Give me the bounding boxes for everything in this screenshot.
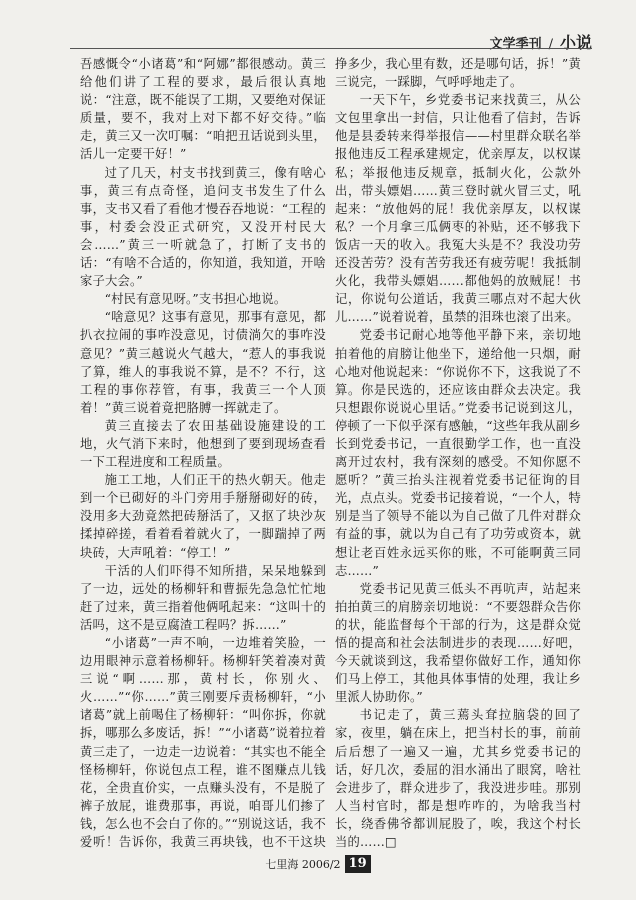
paragraph: 一天下午，乡党委书记来找黄三，从公文包里拿出一封信，只让他看了信封，告诉他是县委转来得举报信——村里群众联名举报他违反工程承建规定，优亲厚友，以权谋私；举报他违反规章，抵制火化，公款外出，带头嫖娼……黄三登时就火冒三丈，吼起来：“放他妈的屁！我优亲厚友，以权谋私？一个月拿三瓜俩枣的补贴，还不够我下饭店一天的收入。我冤大头是不？我没功劳还没苦劳？没有苦劳我还有疲劳呢！我抵制火化，我带头嫖娼……都他妈的放贼屁！书记，你说句公道话，我黄三哪点对不起大伙儿……”说着说着，虽禁的泪珠也滚了出来。 bbox=[335, 93, 581, 325]
paragraph: 书记走了，黄三蔫头耷拉脑袋的回了家，夜里，躺在床上，把当村长的事，前前后后想了一遍又一遍，尤其乡党委书记的话，好几次，委屈的泪水涌出了眼窝，啥社会进步了，群众进步了，我没进步哇。那别人当村官时，都是想咋咋的，为啥我当村长，绕香佛爷都训屁股了，唉，我这个村长当的……□ bbox=[335, 708, 581, 850]
header-separator: / bbox=[548, 37, 553, 52]
paragraph: 党委书记见黄三低头不再吭声，站起来拍拍黄三的肩膀亲切地说：“不要怨群众告你的状，能监督每个干部的行为，这是群众觉悟的提高和社会法制进步的表现……好吧，今天就谈到这，我希望你做好工作，通知你们马上停工，其他具体事情的处理，我让乡里派人协助你。” bbox=[335, 581, 581, 705]
running-header bbox=[490, 30, 592, 53]
issue-label: 七里海 2006/2 bbox=[265, 858, 341, 871]
paragraph: 过了几天，村支书找到黄三，像有啥心事，黄三有点奇怪，追问支书发生了什么事，支书又看了看他才慢吞吞地说：“工程的事，村委会没正式研究，又没开村民大会……”黄三一听就急了，打断了支书的话：“有啥不合适的，你知道，我知道，开啥家子大会。” bbox=[80, 165, 326, 289]
paragraph: 党委书记耐心地等他平静下来，亲切地拍着他的肩膀让他坐下，递给他一只烟，耐心地对他说起来：“你说你不下，这我说了不算。你是民选的，还应该由群众去决定。我只想跟你说说心里话。”党委书记说到这儿，停顿了一下似乎深有感触，“这些年我从副乡长到党委书记，一直很勤学工作，也一直没离开过农村，我有深刻的感受。不知你愿不愿听？”黄三抬头注视着党委书记征询的目光，点点头。党委书记接着说，“一个人，特别是当了领导不能以为自己做了几件对群众有益的事，就以为自己有了功劳或资本，就想让老百姓永远买你的账，不可能啊黄三同志……” bbox=[335, 328, 581, 578]
paragraph: “啥意见？这事有意见，那事有意见，都扒衣拉闹的事咋没意见，讨债淌欠的事咋没意见？”黄三越说火气越大，“惹人的事我说了算，维人的事我说不算，是不？不行，这工程的事你荐管，有事，我黄三一个人顶着！”黄三说着竟把胳膊一挥就走了。 bbox=[80, 310, 326, 415]
paragraph: 施工工地，人们正干的热火朝天。他走到一个已砌好的斗门旁用手掰掰砌好的砖，没用多大劲竟然把砖掰活了，又抠了块沙灰揉掉碎搓，看着看着就火了，一脚踹掉了两块砖，大声吼着：“停工！” bbox=[80, 473, 326, 560]
paragraph: 黄三直接去了农田基础设施建设的工地，火气消下来时，他想到了要到现场查看一下工程进度和工程质量。 bbox=[80, 418, 326, 470]
section-name: 小说 bbox=[559, 33, 592, 52]
page-footer bbox=[0, 855, 636, 873]
left-column bbox=[80, 55, 326, 850]
paragraph: “小诸葛”一声不响，一边堆着笑脸，一边用眼神示意着杨柳轩。杨柳轩笑着凑对黄三说“啊……那，黄村长，你别火、火……”“你……”黄三刚要斥责杨柳轩，“小诸葛”就上前喝住了杨柳轩：“叫你拆，你就拆，哪那么多废话，拆！”“小诸葛”说着拉着黄三走了，一边走一边说着：“其实也不能全怪杨柳轩，你说包点工程，谁不图赚点儿钱花，全贵直价实，一点赚头没有，不是脱了裤子放屁，谁费那事，再说，咱哥儿们掺了钱，怎么也不会白了你的。”“别说这话，我不爱听！告诉你，我黄三再块钱，也不干这块 bbox=[80, 636, 326, 850]
paragraph: 挣多少，我心里有数，还是哪句话，拆！”黄三说完，一踩脚，气呼呼地走了。 bbox=[335, 57, 581, 90]
page-number: 19 bbox=[345, 855, 371, 873]
right-column bbox=[335, 55, 581, 850]
header-rule bbox=[70, 48, 592, 49]
paragraph: 干活的人们吓得不知所措，呆呆地躲到了一边，远处的杨柳轩和曹振先急急忙忙地赶了过来，黄三指着他俩吼起来：“这叫十的活吗，这不是豆腐渣工程吗？拆……” bbox=[80, 563, 326, 632]
journal-name: 文学季刊 bbox=[489, 37, 542, 52]
paragraph: “村民有意见呀。”支书担心地说。 bbox=[104, 292, 287, 307]
paragraph: 吾感慨令“小诸葛”和“阿娜”都很感动。黄三给他们讲了工程的要求，最后很认真地说：“注意，既不能误了工期，又要绝对保证质量，要不，我对上对下都不好交待。”临走，黄三又一次叮嘱：“咱把丑话说到头里，活儿一定要干好！” bbox=[80, 57, 326, 162]
